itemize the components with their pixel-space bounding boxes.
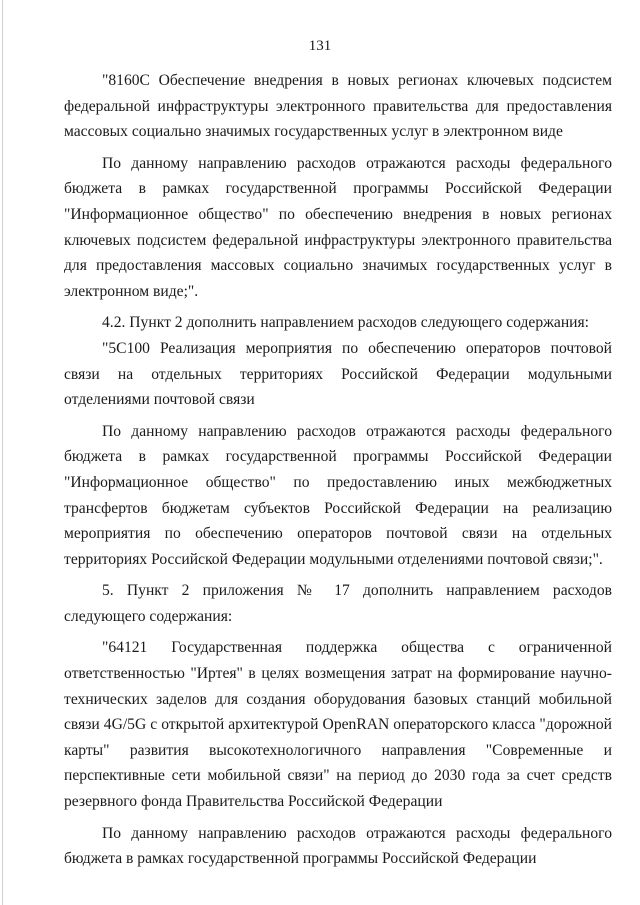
paragraph-64121-description: По данному направлению расходов отражаются расходы федерального бюджета в рамках государственной программы Российской Федерации bbox=[64, 824, 612, 868]
document-body bbox=[64, 68, 612, 872]
paragraph-4-2: 4.2. Пункт 2 дополнить направлением расходов следующего содержания: bbox=[102, 314, 590, 332]
paragraph-5c100-description: По данному направлению расходов отражаются расходы федерального бюджета в рамках государственной программы Российской Федерации "Информационное общество" по предоставлению иных межбюджетных трансфертов бюджетам субъектов Российской Федерации на реализацию мероприятия по обеспечению операторов почтовой связи на отдельных территориях Российской Федерации модульными отделениями почтовой связи;". bbox=[64, 422, 612, 568]
paragraph-5c100-title: "5С100 Реализация мероприятия по обеспечению операторов почтовой связи на отдельных территориях Российской Федерации модульными отделениями почтовой связи bbox=[64, 339, 612, 409]
paragraph-8160c-description: По данному направлению расходов отражаются расходы федерального бюджета в рамках государственной программы Российской Федерации "Информационное общество" по обеспечению внедрения в новых регионах ключевых подсистем федеральной инфраструктуры электронного правительства для предоставления массовых социально значимых государственных услуг в электронном виде;". bbox=[64, 154, 612, 300]
paragraph-64121-title: "64121 Государственная поддержка общества с ограниченной ответственностью "Иртея" в целях возмещения затрат на формирование научно-технических заделов для создания оборудования базовых станций мобильной связи 4G/5G с открытой архитектурой OpenRAN операторского класса "дорожной карты" развития высокотехнологичного направления "Современные и перспективные сети мобильной связи" на период до 2030 года за счет средств резервного фонда Правительства Российской Федерации bbox=[64, 639, 612, 811]
page-number: 131 bbox=[308, 38, 332, 54]
page-edge-line bbox=[2, 0, 3, 905]
paragraph-5: 5. Пункт 2 приложения № 17 дополнить направлением расходов следующего содержания: bbox=[64, 582, 612, 625]
paragraph-8160c-title: "8160C Обеспечение внедрения в новых регионах ключевых подсистем федеральной инфраструктуры электронного правительства для предоставления массовых социально значимых государственных услуг в электронном виде bbox=[64, 72, 612, 141]
